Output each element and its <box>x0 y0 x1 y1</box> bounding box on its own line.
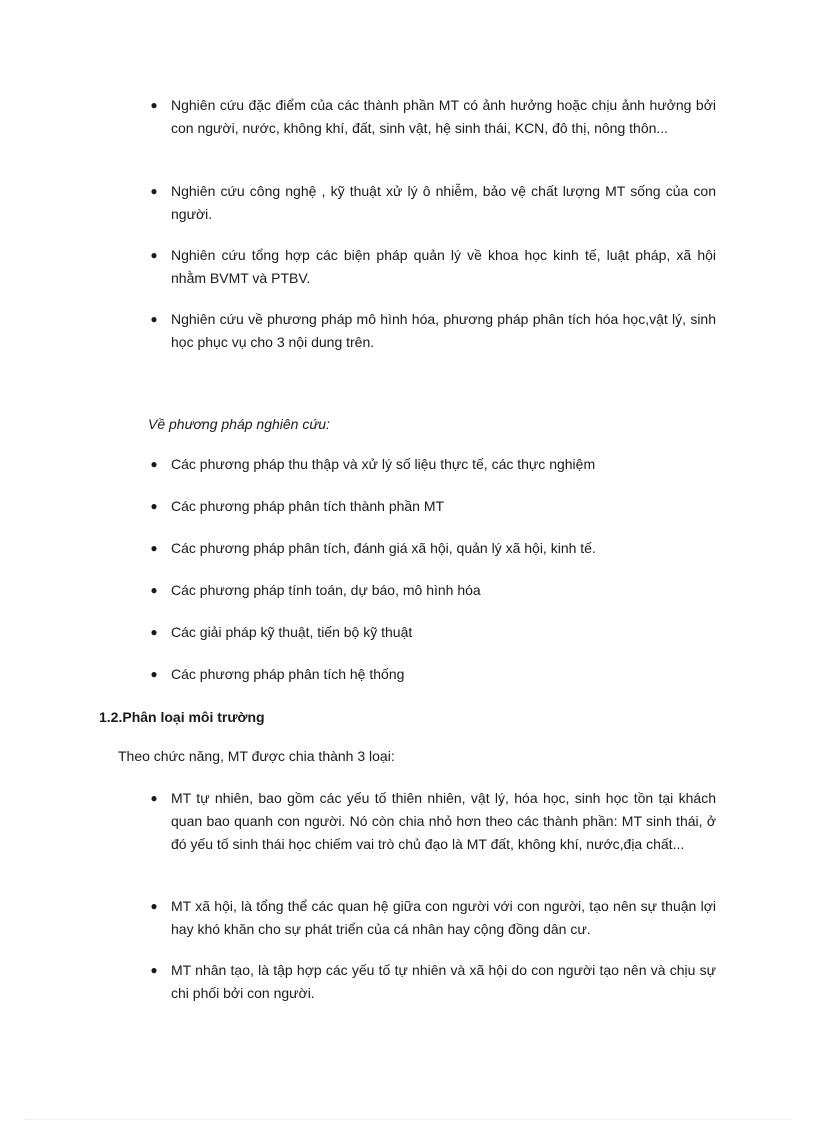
bullet-icon: ● <box>150 583 158 597</box>
list-item-text: MT xã hội, là tổng thể các quan hệ giữa con người với con người, tạo nên sự thuận lợi hay khó khăn cho sự phát triển của cá nhân hay cộng đồng dân cư. <box>171 898 716 937</box>
bullet-icon: ● <box>150 899 158 913</box>
bullet-icon: ● <box>150 667 158 681</box>
list-item-text: Các giải pháp kỹ thuật, tiến bộ kỹ thuật <box>171 624 413 640</box>
list-item-text: Các phương pháp thu thập và xử lý số liệu thực tế, các thực nghiệm <box>171 456 596 472</box>
section-heading: 1.2.Phân loại môi trường <box>99 709 265 725</box>
list-item-text: Nghiên cứu công nghệ , kỹ thuật xử lý ô nhiễm, bảo vệ chất lượng MT sống của con người. <box>171 183 716 222</box>
page-bottom-edge <box>24 1119 792 1120</box>
methods-heading: Về phương pháp nghiên cứu: <box>148 416 330 432</box>
bullet-icon: ● <box>150 248 158 262</box>
bullet-icon: ● <box>150 184 158 198</box>
bullet-icon: ● <box>150 625 158 639</box>
list-item-text: Các phương pháp phân tích, đánh giá xã hội, quản lý xã hội, kinh tế. <box>171 540 596 556</box>
bullet-icon: ● <box>150 98 158 112</box>
list-item-text: Nghiên cứu tổng hợp các biện pháp quản lý về khoa học kinh tế, luật pháp, xã hội nhằm BVMT và PTBV. <box>171 247 716 286</box>
list-item-text: Nghiên cứu về phương pháp mô hình hóa, phương pháp phân tích hóa học,vật lý, sinh học phục vụ cho 3 nội dung trên. <box>171 311 716 350</box>
bullet-icon: ● <box>150 541 158 555</box>
list-item-text: MT tự nhiên, bao gồm các yếu tố thiên nhiên, vật lý, hóa học, sinh học tồn tại khách quan bao quanh con người. Nó còn chia nhỏ hơn theo các thành phần: MT sinh thái, ở đó yếu tố sinh thái học chiếm vai trò chủ đạo là MT đất, không khí, nước,địa chất... <box>171 790 716 852</box>
classification-list <box>147 787 722 1007</box>
research-content-list <box>147 94 722 364</box>
bullet-icon: ● <box>150 312 158 326</box>
bullet-icon: ● <box>150 791 158 805</box>
list-item-text: Các phương pháp tính toán, dự báo, mô hình hóa <box>171 582 481 598</box>
list-item-text: MT nhân tạo, là tập hợp các yếu tố tự nhiên và xã hội do con người tạo nên và chịu sự chi phối bởi con người. <box>171 962 716 1001</box>
list-item-text: Nghiên cứu đặc điểm của các thành phần MT có ảnh hưởng hoặc chịu ảnh hưởng bởi con người, nước, không khí, đất, sinh vật, hệ sinh thái, KCN, đô thị, nông thôn... <box>171 97 716 136</box>
bullet-icon: ● <box>150 499 158 513</box>
bullet-icon: ● <box>150 457 158 471</box>
methods-list <box>147 453 722 693</box>
list-item-text: Các phương pháp phân tích hệ thống <box>171 666 405 682</box>
intro-text: Theo chức năng, MT được chia thành 3 loại: <box>118 748 395 764</box>
bullet-icon: ● <box>150 963 158 977</box>
list-item-text: Các phương pháp phân tích thành phần MT <box>171 498 445 514</box>
